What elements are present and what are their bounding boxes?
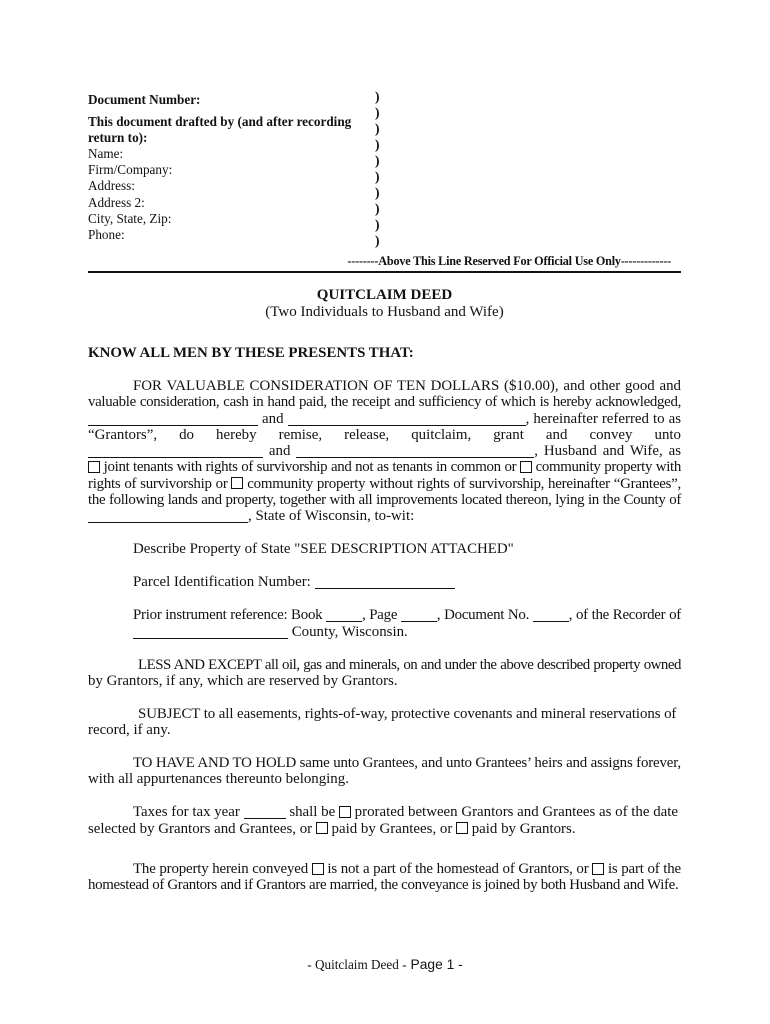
paren-mark: ) — [375, 169, 380, 185]
paren-mark: ) — [375, 153, 380, 169]
text-line — [88, 673, 681, 689]
header-field-label: Phone: — [88, 226, 125, 242]
text-run: , hereinafter referred to as — [525, 410, 682, 427]
text-run: paid by Grantees, or — [327, 820, 457, 837]
text-run: County, Wisconsin. — [288, 623, 408, 640]
page-blank[interactable] — [401, 609, 437, 622]
text-line — [88, 574, 681, 590]
text-run: paid by Grantors. — [468, 820, 576, 837]
deed-subtitle: (Two Individuals to Husband and Wife) — [265, 304, 504, 320]
paragraph-homestead — [88, 861, 681, 894]
text-run: record, if any. — [88, 722, 171, 739]
text-run: , Husband and Wife, as — [534, 443, 681, 460]
text-run: joint tenants with rights of survivorship and not as tenants in common or — [100, 459, 520, 476]
header-rule — [88, 271, 681, 273]
text-line — [88, 443, 681, 459]
county-blank[interactable] — [88, 510, 248, 523]
paragraph-less-and-except — [88, 657, 681, 690]
paragraph-opening-declaration — [88, 345, 681, 361]
paragraph-property-description — [88, 541, 681, 557]
text-run: community property with — [531, 459, 681, 476]
text-run: and — [258, 410, 288, 427]
text-line — [88, 877, 681, 893]
text-run: FOR VALUABLE CONSIDERATION OF TEN DOLLARS ($10.00), and other good and — [133, 377, 681, 394]
text-run: homestead of Grantors and if Grantors are married, the conveyance is joined by both Husband and Wife. — [88, 877, 679, 894]
text-run: KNOW ALL MEN BY THESE PRESENTS THAT: — [88, 345, 414, 361]
text-run: and — [263, 443, 297, 460]
text-run: by Grantors, if any, which are reserved by Grantors. — [88, 672, 398, 689]
text-line — [88, 861, 681, 877]
grantor-2-name-blank[interactable] — [288, 413, 526, 426]
paragraph-taxes — [88, 804, 681, 837]
document-body — [88, 345, 681, 894]
footer-doc-label: - Quitclaim Deed - — [307, 957, 407, 972]
paren-mark: ) — [375, 233, 380, 249]
text-run: “Grantors”, do hereby remise, release, quitclaim, grant and convey unto — [88, 426, 681, 443]
paren-mark: ) — [375, 185, 380, 201]
text-run: Parcel Identification Number: — [133, 574, 315, 591]
text-run: Prior instrument reference: Book — [133, 607, 327, 624]
paragraph-to-have-and-to-hold — [88, 755, 681, 788]
paren-mark: ) — [375, 217, 380, 233]
not-homestead-checkbox[interactable] — [312, 863, 324, 875]
header-field-label: Address 2: — [88, 194, 145, 210]
community-property-with-survivorship-checkbox[interactable] — [520, 461, 532, 473]
text-run: prorated between Grantors and Grantees as of the date — [350, 804, 678, 821]
text-run: rights of survivorship or — [88, 475, 232, 492]
text-run: , Document No. — [436, 607, 533, 624]
text-run: LESS AND EXCEPT all oil, gas and minerals, on and under the above described property owned — [138, 656, 681, 673]
parcel-id-blank[interactable] — [315, 576, 455, 589]
paren-mark: ) — [375, 105, 380, 121]
text-line — [88, 508, 681, 524]
text-line — [88, 624, 681, 640]
paren-mark: ) — [375, 137, 380, 153]
text-run: is part of the — [604, 861, 681, 878]
text-run: selected by Grantors and Grantees, or — [88, 820, 316, 837]
header-field-label: Name: — [88, 146, 124, 162]
header-field-label: This document drafted by (and after recording return to): — [88, 114, 352, 146]
recorder-county-blank[interactable] — [133, 626, 288, 639]
paren-mark: ) — [375, 201, 380, 217]
header-field-label: City, State, Zip: — [88, 210, 172, 226]
text-line — [88, 411, 681, 427]
text-run: TO HAVE AND TO HOLD same unto Grantees, and unto Grantees’ heirs and assigns forever, — [133, 755, 681, 772]
text-line — [88, 394, 681, 410]
text-line — [88, 541, 681, 557]
text-line — [88, 722, 681, 738]
text-line — [88, 459, 681, 475]
text-run: community property without rights of survivorship, hereinafter “Grantees”, — [243, 475, 681, 492]
joint-tenants-checkbox[interactable] — [88, 461, 100, 473]
header-field-label: Firm/Company: — [88, 162, 173, 178]
reserved-notice: --------Above This Line Reserved For Official Use Only------------- — [347, 254, 671, 268]
text-line — [88, 476, 681, 492]
grantor-1-name-blank[interactable] — [88, 413, 258, 426]
book-blank[interactable] — [326, 609, 362, 622]
text-run: The property herein conveyed — [133, 861, 312, 878]
tax-year-blank[interactable] — [244, 806, 286, 819]
taxes-prorated-checkbox[interactable] — [339, 806, 351, 818]
taxes-paid-by-grantees-checkbox[interactable] — [316, 822, 328, 834]
text-run: Taxes for tax year — [133, 804, 244, 821]
text-run: Describe Property of State "SEE DESCRIPTION ATTACHED" — [133, 541, 514, 558]
text-run: is not a part of the homestead of Grantors, or — [323, 861, 593, 878]
text-line — [88, 821, 681, 837]
text-line — [88, 492, 681, 508]
paren-mark: ) — [375, 121, 380, 137]
text-line — [88, 378, 681, 394]
recording-header — [88, 89, 681, 269]
paren-mark: ) — [375, 89, 380, 104]
deed-title: QUITCLAIM DEED — [316, 287, 453, 303]
paragraph-prior-instrument-reference — [88, 607, 681, 640]
community-property-without-survivorship-checkbox[interactable] — [231, 477, 243, 489]
paragraph-subject-to — [88, 706, 681, 739]
title-block — [88, 287, 681, 321]
text-run: SUBJECT to all easements, rights-of-way, protective covenants and mineral reservations of — [138, 705, 677, 722]
grantee-1-name-blank[interactable] — [88, 445, 263, 458]
text-run: shall be — [285, 804, 339, 821]
header-field-label: Address: — [88, 178, 135, 194]
document-no-blank[interactable] — [533, 609, 569, 622]
footer-page-label: Page 1 - — [410, 957, 463, 972]
text-line — [88, 706, 681, 722]
page-footer — [0, 956, 770, 974]
recording-header-columns — [88, 89, 681, 252]
header-field-label: Document Number: — [88, 92, 201, 107]
text-line — [88, 755, 681, 771]
text-line — [88, 657, 681, 673]
text-run: the following lands and property, together with all improvements located thereon, lying in the County of — [88, 492, 681, 509]
text-run: , State of Wisconsin, to-wit: — [248, 508, 415, 525]
text-run: , Page — [362, 607, 401, 624]
text-run: valuable consideration, cash in hand paid, the receipt and sufficiency of which is hereby acknowledged, — [88, 394, 681, 411]
text-line — [88, 607, 681, 623]
paren-column — [375, 89, 380, 249]
paragraph-consideration-grant — [88, 378, 681, 525]
text-line — [88, 427, 681, 443]
is-homestead-checkbox[interactable] — [592, 863, 604, 875]
paragraph-parcel-identification — [88, 574, 681, 590]
text-line — [88, 804, 681, 820]
text-line — [88, 345, 681, 361]
taxes-paid-by-grantors-checkbox[interactable] — [456, 822, 468, 834]
text-run: , of the Recorder of — [568, 607, 682, 624]
recording-header-labels — [88, 92, 373, 243]
text-run: with all appurtenances thereunto belonging. — [88, 771, 349, 788]
grantee-2-name-blank[interactable] — [296, 445, 534, 458]
text-line — [88, 771, 681, 787]
